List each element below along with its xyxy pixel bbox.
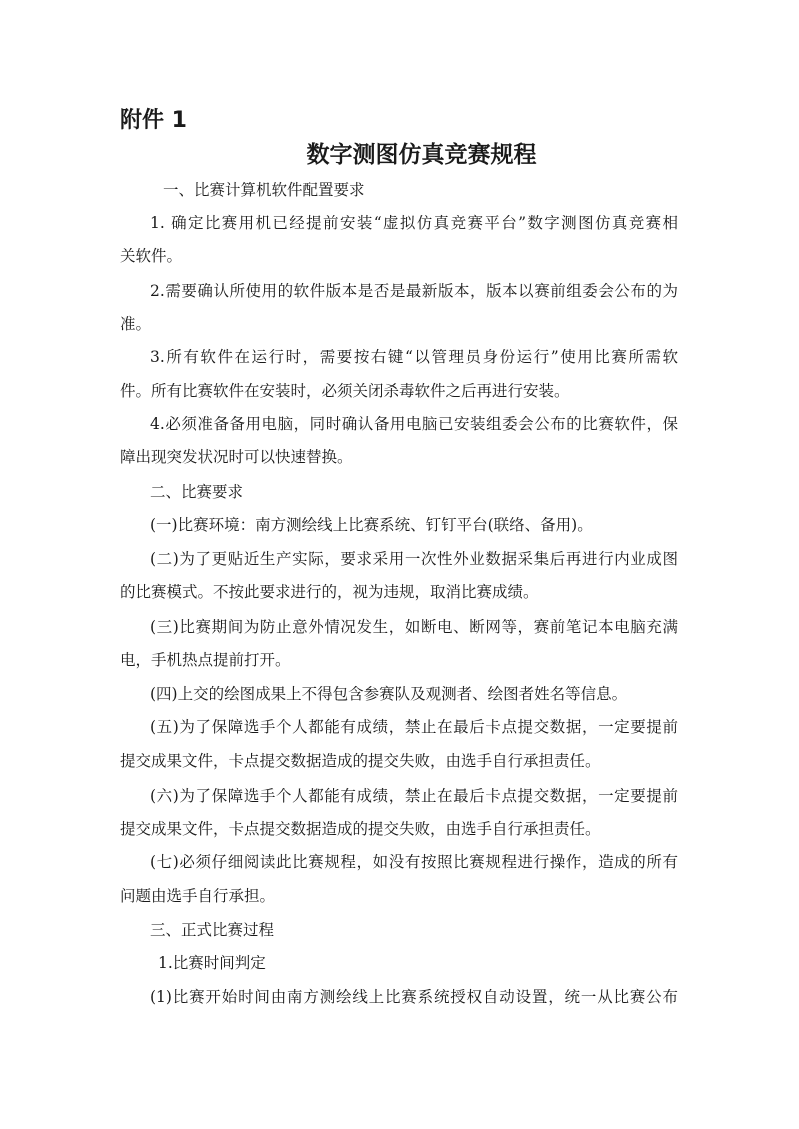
section-heading-3: 三、正式比赛过程 <box>150 921 275 939</box>
paragraph-line: 关软件。 <box>120 247 183 265</box>
paragraph-line: 电，手机热点提前打开。 <box>120 651 291 669</box>
paragraph-line: 1. 确定比赛用机已经提前安装“虚拟仿真竞赛平台”数字测图仿真竞赛相 <box>150 214 678 232</box>
section-heading-2: 二、比赛要求 <box>150 483 244 501</box>
subsection-heading: 1.比赛时间判定 <box>158 954 266 972</box>
paragraph-line: 问题由选手自行承担。 <box>120 887 276 905</box>
annex-label: 附件 1 <box>120 108 187 133</box>
paragraph-line: (一)比赛环境：南方测绘线上比赛系统、钉钉平台(联络、备用)。 <box>150 516 593 534</box>
paragraph-line: (三)比赛期间为防止意外情况发生，如断电、断网等，赛前笔记本电脑充满 <box>150 618 678 636</box>
document-title: 数字测图仿真竞赛规程 <box>306 141 537 168</box>
paragraph-line: 的比赛模式。不按此要求进行的，视为违规，取消比赛成绩。 <box>120 583 539 601</box>
paragraph-line: 提交成果文件，卡点提交数据造成的提交失败，由选手自行承担责任。 <box>120 820 601 838</box>
paragraph-line: (1)比赛开始时间由南方测绘线上比赛系统授权自动设置，统一从比赛公布 <box>150 988 678 1006</box>
paragraph-line: 件。所有比赛软件在安装时，必须关闭杀毒软件之后再进行安装。 <box>120 382 570 400</box>
paragraph-line: 2.需要确认所使用的软件版本是否是最新版本，版本以赛前组委会公布的为 <box>150 282 678 300</box>
paragraph-line: (六)为了保障选手个人都能有成绩，禁止在最后卡点提交数据，一定要提前 <box>150 787 678 805</box>
paragraph-line: (五)为了保障选手个人都能有成绩，禁止在最后卡点提交数据，一定要提前 <box>150 718 678 736</box>
paragraph-line: 提交成果文件，卡点提交数据造成的提交失败，由选手自行承担责任。 <box>120 752 601 770</box>
section-heading-1: 一、比赛计算机软件配置要求 <box>163 181 365 199</box>
paragraph-line: 准。 <box>120 315 152 333</box>
paragraph-line: (七)必须仔细阅读此比赛规程，如没有按照比赛规程进行操作，造成的所有 <box>150 853 678 871</box>
paragraph-line: 4.必须准备备用电脑，同时确认备用电脑已安装组委会公布的比赛软件，保 <box>150 415 678 433</box>
paragraph-line: 3.所有软件在运行时，需要按右键“以管理员身份运行”使用比赛所需软 <box>150 348 678 366</box>
paragraph-line: 障出现突发状况时可以快速替换。 <box>120 448 353 466</box>
paragraph-line: (二)为了更贴近生产实际，要求采用一次性外业数据采集后再进行内业成图 <box>150 550 678 568</box>
paragraph-line: (四)上交的绘图成果上不得包含参赛队及观测者、绘图者姓名等信息。 <box>150 685 628 703</box>
